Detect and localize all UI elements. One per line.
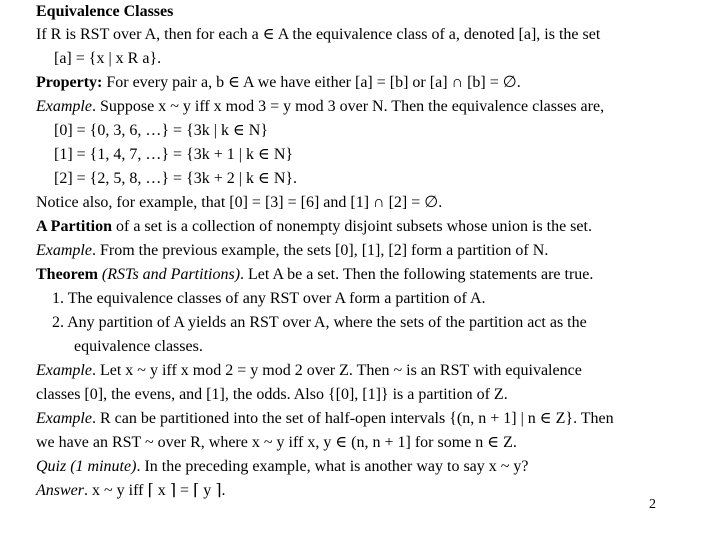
- example-mod2-continued: classes [0], the evens, and [1], the odds. Also {[0], [1]} is a partition of Z.: [36, 386, 508, 403]
- example-reals-continued: we have an RST ~ over R, where x ~ y iff x, y ∈ (n, n + 1] for some n ∈ Z.: [36, 434, 517, 451]
- definition-formula: [a] = {x | x R a}.: [54, 50, 162, 67]
- slide-title: Equivalence Classes: [36, 3, 174, 20]
- theorem-line: Theorem (RSTs and Partitions). Let A be a set. Then the following statements are true.: [36, 266, 594, 283]
- notice-line: Notice also, for example, that [0] = [3] = [6] and [1] ∩ [2] = ∅.: [36, 194, 443, 211]
- partition-example-line: Example. From the previous example, the sets [0], [1], [2] form a partition of N.: [36, 242, 549, 259]
- class-0-line: [0] = {0, 3, 6, …} = {3k | k ∈ N}: [54, 122, 269, 139]
- example-mod3-line: Example. Suppose x ~ y iff x mod 3 = y mod 3 over N. Then the equivalence classes are,: [36, 98, 605, 115]
- theorem-item-2: 2. Any partition of A yields an RST over A, where the sets of the partition act as the: [52, 314, 587, 331]
- definition-line: If R is RST over A, then for each a ∈ A the equivalence class of a, denoted [a], is the set: [36, 26, 601, 43]
- example-mod2-line: Example. Let x ~ y iff x mod 2 = y mod 2 over Z. Then ~ is an RST with equivalence: [36, 362, 582, 379]
- page-number: 2: [649, 497, 656, 512]
- example-reals-line: Example. R can be partitioned into the set of half-open intervals {(n, n + 1] | n ∈ Z}. Then: [36, 410, 614, 427]
- quiz-line: Quiz (1 minute). In the preceding example, what is another way to say x ~ y?: [36, 458, 529, 475]
- partition-definition-line: A Partition of a set is a collection of nonempty disjoint subsets whose union is the set.: [36, 218, 592, 235]
- theorem-item-1: 1. The equivalence classes of any RST over A form a partition of A.: [52, 290, 486, 307]
- property-line: Property: For every pair a, b ∈ A we have either [a] = [b] or [a] ∩ [b] = ∅.: [36, 74, 521, 91]
- class-1-line: [1] = {1, 4, 7, …} = {3k + 1 | k ∈ N}: [54, 146, 294, 163]
- answer-line: Answer. x ~ y iff ⌈ x ⌉ = ⌈ y ⌉.: [36, 482, 226, 499]
- theorem-item-2-continued: equivalence classes.: [74, 338, 203, 355]
- class-2-line: [2] = {2, 5, 8, …} = {3k + 2 | k ∈ N}.: [54, 170, 298, 187]
